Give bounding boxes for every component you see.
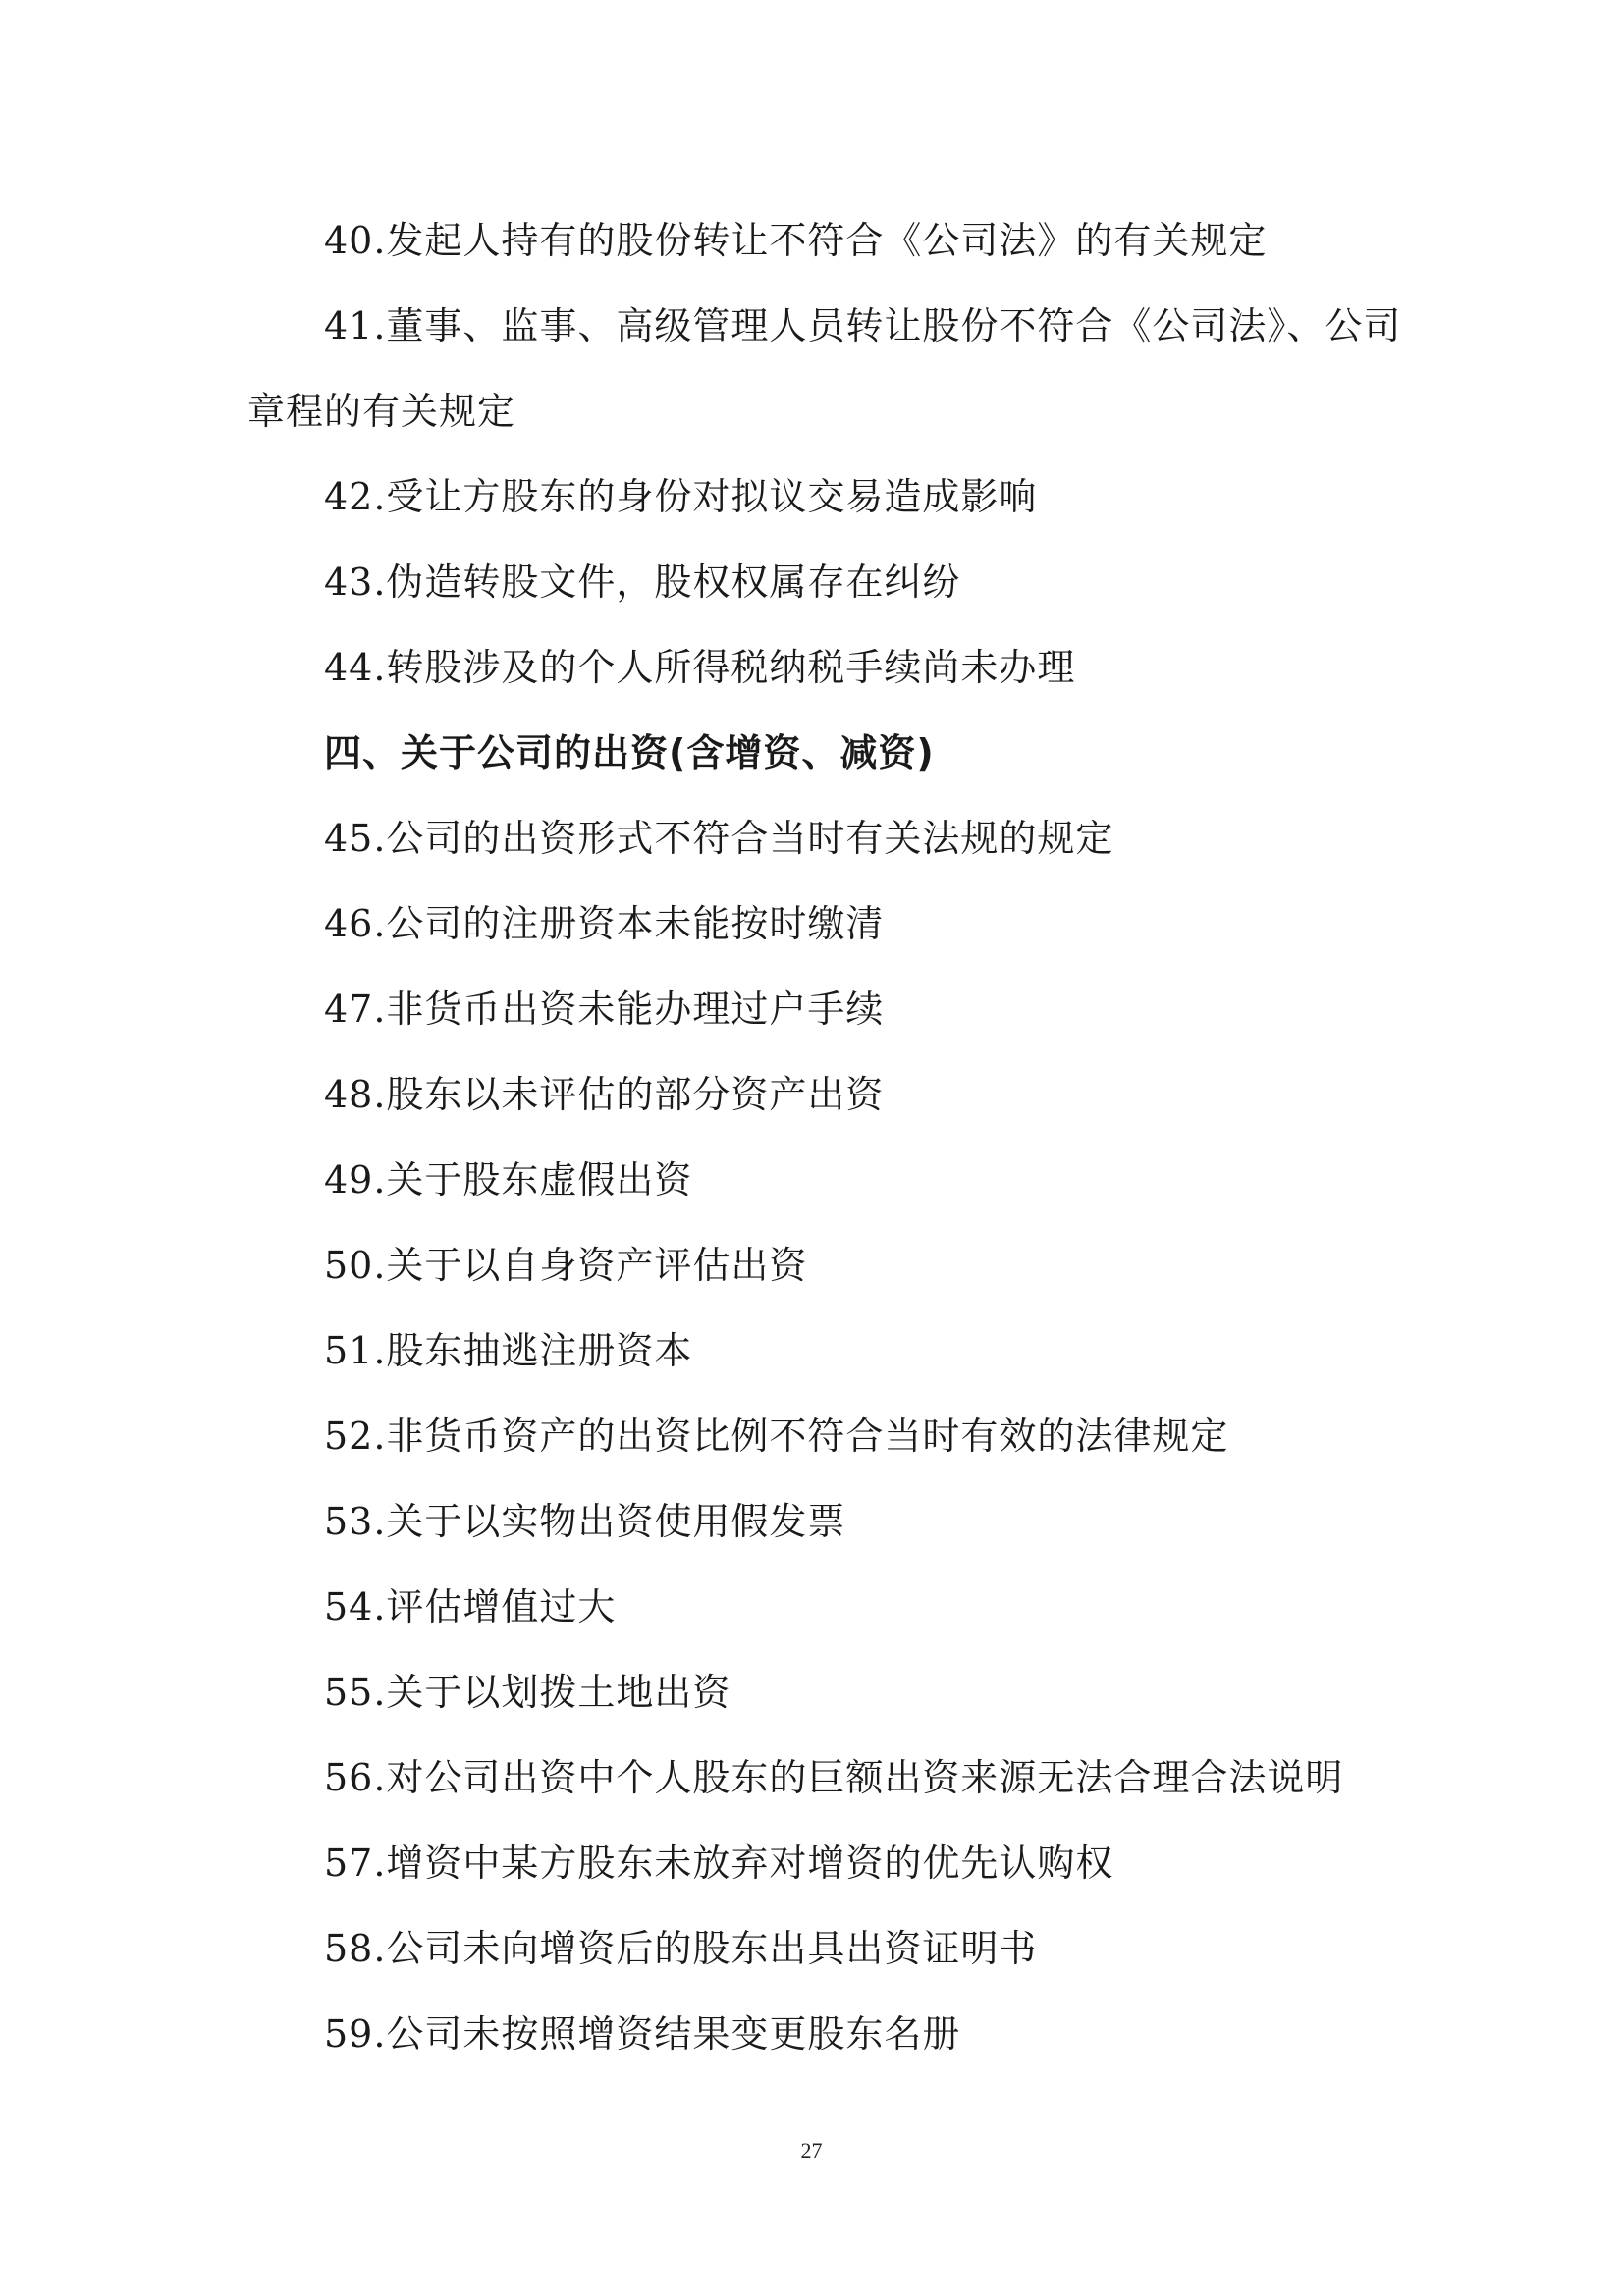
list-item-42: 42.受让方股东的身份对拟议交易造成影响 <box>324 475 1038 518</box>
list-item-53: 53.关于以实物出资使用假发票 <box>324 1500 846 1543</box>
list-item-59: 59.公司未按照增资结果变更股东名册 <box>324 2012 961 2056</box>
list-item-47: 47.非货币出资未能办理过户手续 <box>324 988 885 1031</box>
list-item-56: 56.对公司出资中个人股东的巨额出资来源无法合理合法说明 <box>324 1756 1344 1799</box>
list-item-54: 54.评估增值过大 <box>324 1585 617 1629</box>
list-item-52: 52.非货币资产的出资比例不符合当时有效的法律规定 <box>324 1415 1229 1458</box>
list-item-41-continuation: 章程的有关规定 <box>247 390 516 433</box>
list-item-51: 51.股东抽逃注册资本 <box>324 1329 693 1372</box>
page-number: 27 <box>800 2138 823 2163</box>
section-heading: 四、关于公司的出资(含增资、减资) <box>324 731 935 774</box>
list-item-46: 46.公司的注册资本未能按时缴清 <box>324 902 885 945</box>
list-item-48: 48.股东以未评估的部分资产出资 <box>324 1073 885 1116</box>
list-item-55: 55.关于以划拨土地出资 <box>324 1671 731 1714</box>
list-item-58: 58.公司未向增资后的股东出具出资证明书 <box>324 1927 1038 1970</box>
list-item-41: 41.董事、监事、高级管理人员转让股份不符合《公司法》、公司 <box>324 304 1402 347</box>
list-item-43: 43.伪造转股文件，股权权属存在纠纷 <box>324 561 961 604</box>
list-item-50: 50.关于以自身资产评估出资 <box>324 1244 808 1287</box>
list-item-45: 45.公司的出资形式不符合当时有关法规的规定 <box>324 817 1114 860</box>
list-item-57: 57.增资中某方股东未放弃对增资的优先认购权 <box>324 1842 1114 1885</box>
list-item-44: 44.转股涉及的个人所得税纳税手续尚未办理 <box>324 646 1076 689</box>
list-item-49: 49.关于股东虚假出资 <box>324 1158 693 1201</box>
list-item-40: 40.发起人持有的股份转让不符合《公司法》的有关规定 <box>324 219 1268 262</box>
